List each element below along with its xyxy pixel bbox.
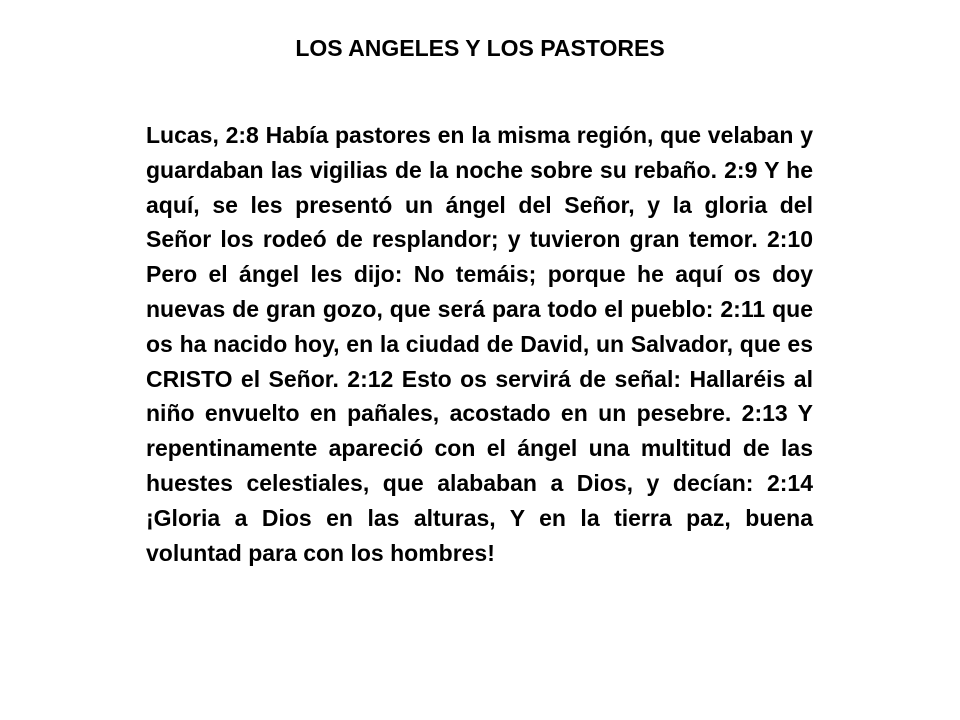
scripture-text: Lucas, 2:8 Había pastores en la misma región, que velaban y guardaban las vigilias de la noche sobre su rebaño. 2:9 Y he aquí, se les presentó un ángel del Señor, y la gloria del Señor los rodeó de resplandor; y tuvieron gran temor. 2:10 Pero el ángel les dijo: No temáis; porque he aquí os doy nuevas de gran gozo, que será para todo el pueblo: 2:11 que os ha nacido hoy, en la ciudad de David, un Salvador, que es CRISTO el Señor. 2:12 Esto os servirá de señal: Hallaréis al niño envuelto en pañales, acostado en un pesebre. 2:13 Y repentinamente apareció con el ángel una multitud de las huestes celestiales, que alababan a Dios, y decían: 2:14 ¡Gloria a Dios en las alturas, Y en la tierra paz, buena voluntad para con los hombres!: [146, 122, 813, 566]
slide-title: LOS ANGELES Y LOS PASTORES: [295, 35, 665, 61]
